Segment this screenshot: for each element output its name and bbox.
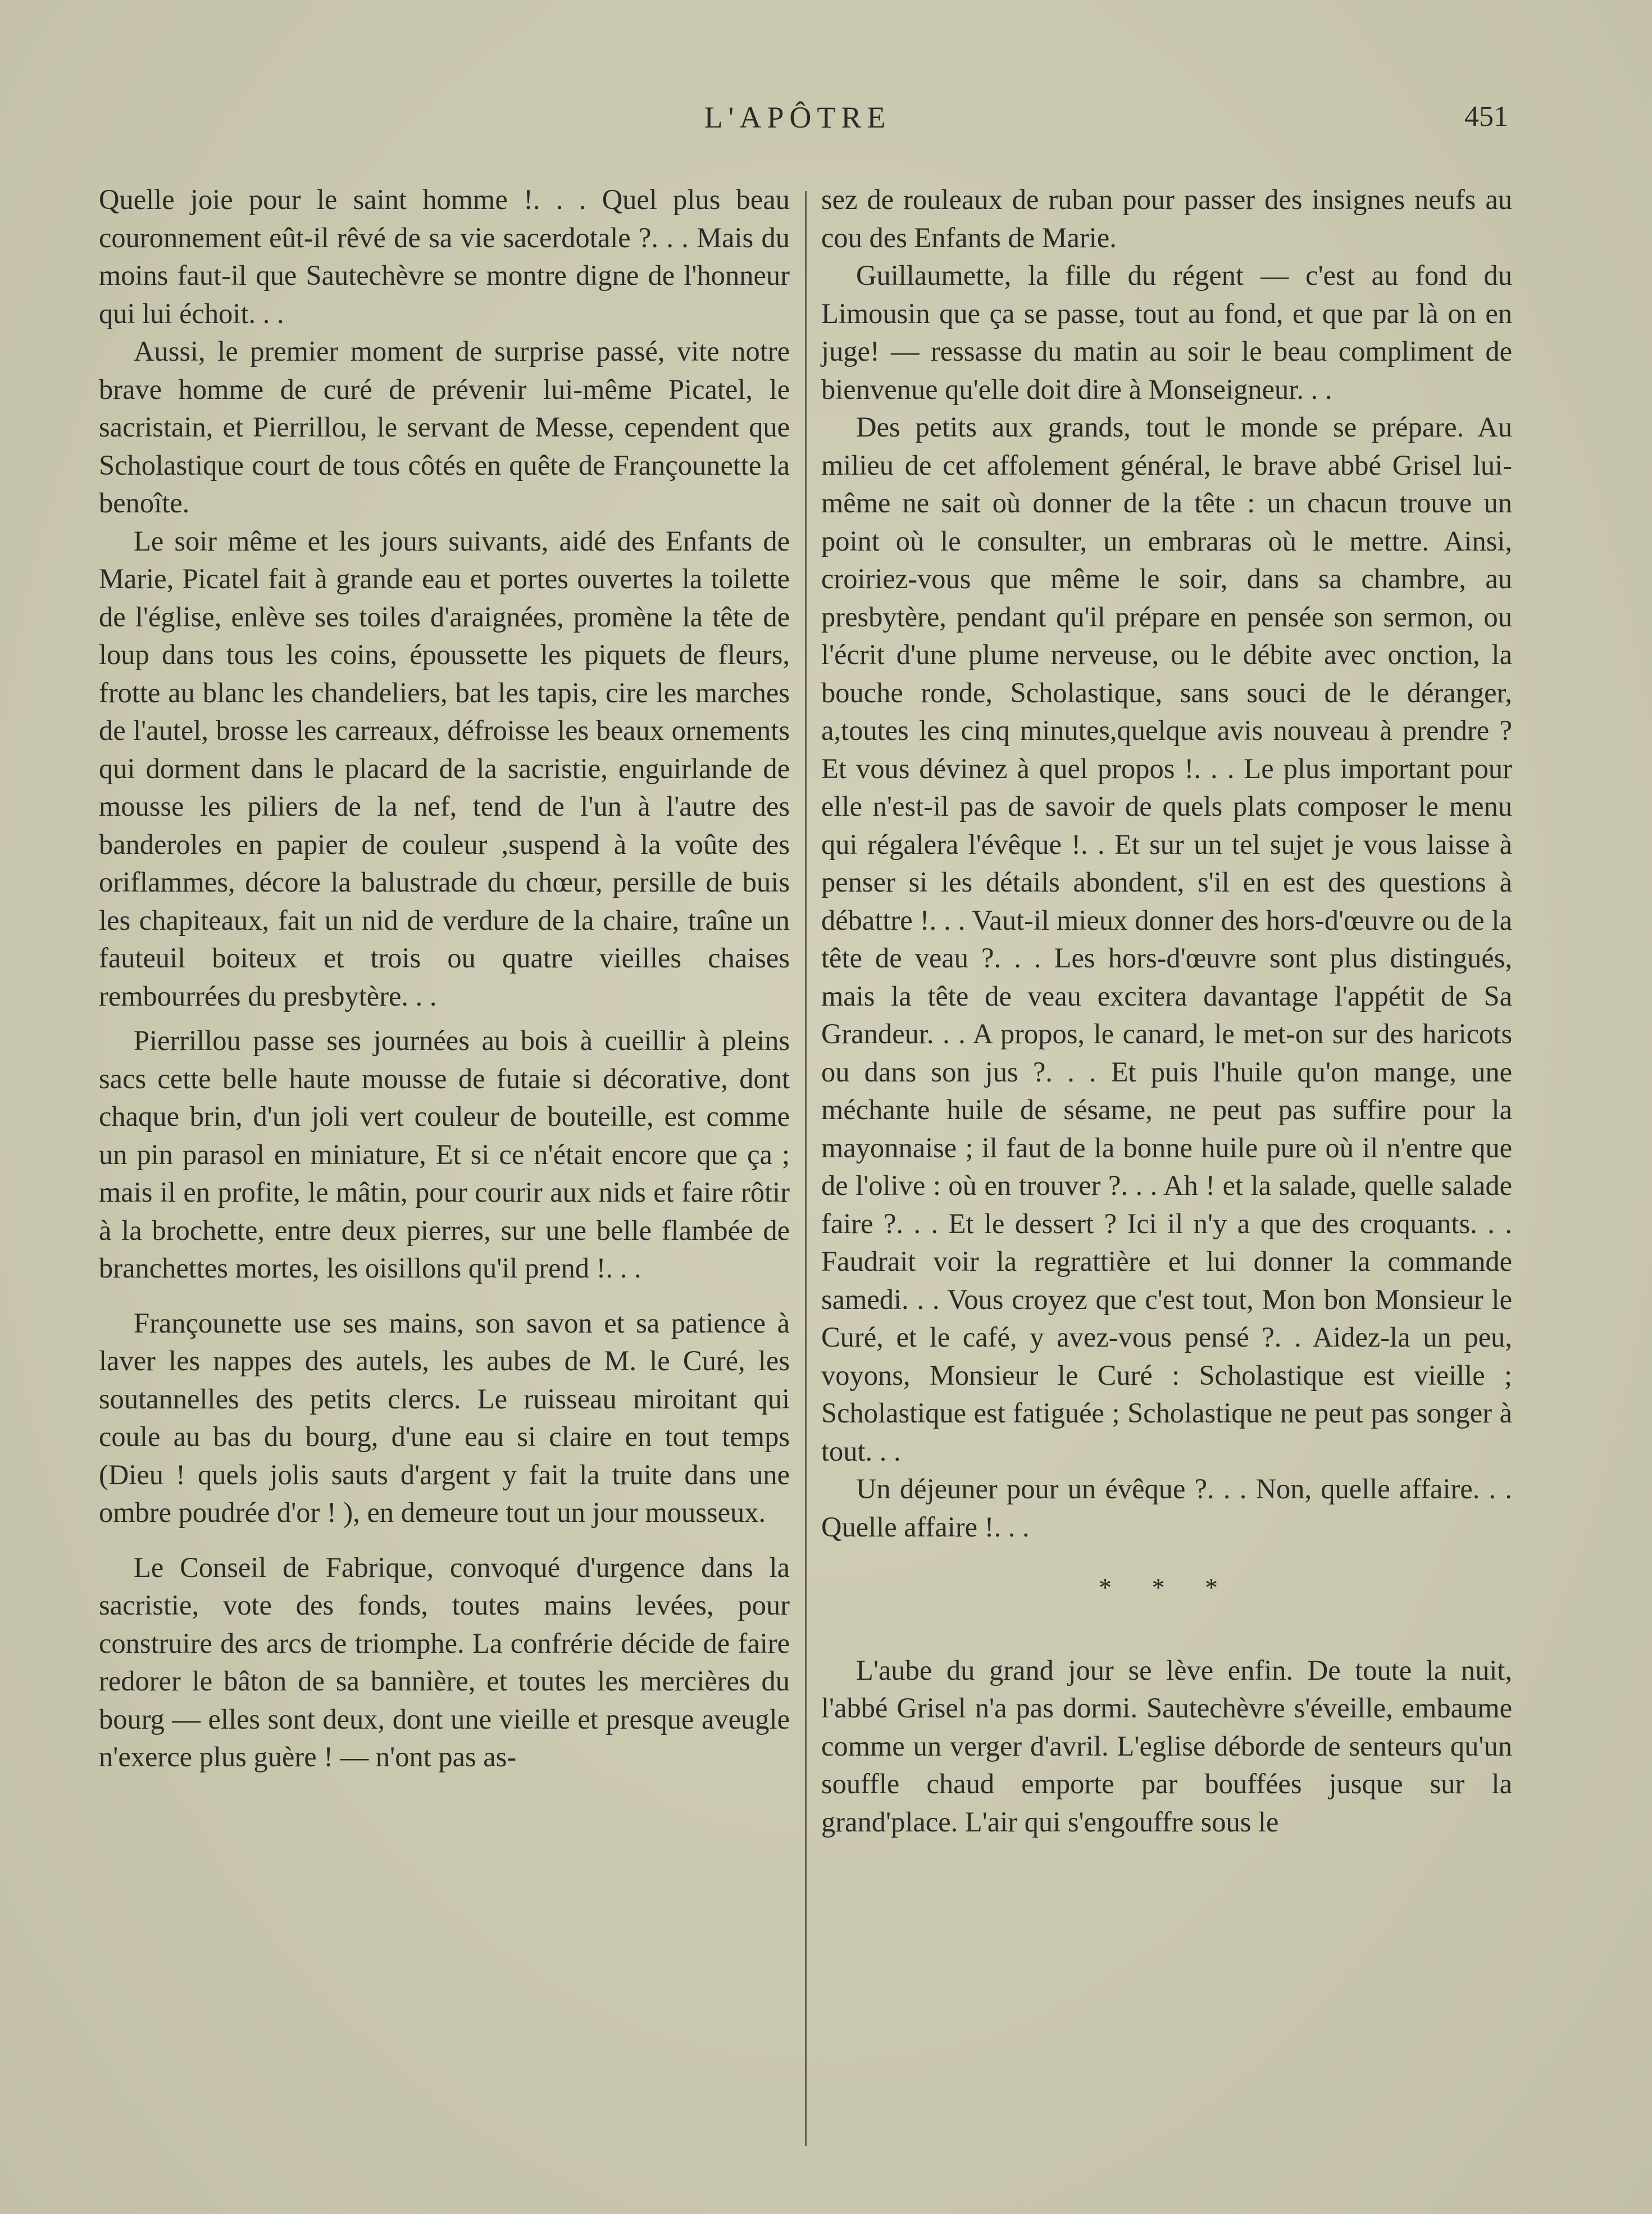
paragraph: Aussi, le premier moment de surprise passé, vite notre brave homme de curé de prévenir lui-même Picatel, le sacristain, et Pierrillou, le servant de Messe, cependent que Scholastique court de tous côtés en quête de Françounette la benoîte. xyxy=(99,335,790,519)
paragraph: L'aube du grand jour se lève enfin. De toute la nuit, l'abbé Grisel n'a pas dormi. Sautechèvre s'éveille, embaume comme un verger d'avril. L'eglise déborde de senteurs qu'un souffle chaud emporte par bouffées jusque sur la grand'place. L'air qui s'engouffre sous le xyxy=(821,1654,1512,1838)
paragraph: Un déjeuner pour un évêque ?. . . Non, quelle affaire. . . Quelle affaire !. . . xyxy=(821,1473,1512,1543)
paragraph: Des petits aux grands, tout le monde se prépare. Au milieu de cet affolement général, le brave abbé Grisel lui-même ne sait où donner de la tête : un chacun trouve un point où le consulter, un embraras où le mettre. Ainsi, croiriez-vous que même le soir, dans sa chambre, au presbytère, pendant qu'il prépare en pensée son sermon, ou l'écrit d'une plume nerveuse, ou le débite avec onction, la bouche ronde, Scholastique, sans souci de le déranger, a,toutes les cinq minutes,quelque avis nouveau à prendre ? Et vous dévinez à quel propos !. . . Le plus important pour elle n'est-il pas de savoir de quels plats composer le menu qui régalera l'évêque !. . Et sur un tel sujet je vous laisse à penser si les détails abondent, s'il en est des questions à débattre !. . . Vaut-il mieux donner des hors-d'œuvre ou de la tête de veau ?. . . Les hors-d'œuvre sont plus distingués, mais la tête de veau excitera davantage l'appétit de Sa Grandeur. . . A propos, le canard, le met-on sur des haricots ou dans son jus ?. . . Et puis l'huile qu'on mange, une méchante huile de sésame, ne peut pas suffire pour la mayonnaise ; il faut de la bonne huile pure où il n'entre que de l'olive : où en trouver ?. . . Ah ! et la salade, quelle salade faire ?. . . Et le dessert ? Ici il n'y a que des croquants. . . Faudrait voir la regrattière et lui donner la commande samedi. . . Vous croyez que c'est tout, Mon bon Monsieur le Curé, et le café, y avez-vous pensé ?. . Aidez-la un peu, voyons, Monsieur le Curé : Scholastique est vieille ; Scholastique est fatiguée ; Scholastique ne peut pas songer à tout. . . xyxy=(821,411,1512,1467)
column-divider xyxy=(805,191,807,2146)
page-header xyxy=(0,100,1652,151)
paragraph: Quelle joie pour le saint homme !. . . Quel plus beau couronnement eût-il rêvé de sa vie sacerdotale ?. . . Mais du moins faut-il que Sautechèvre se montre digne de l'honneur qui lui échoit. . . xyxy=(99,184,790,329)
paragraph: Françounette use ses mains, son savon et sa patience à laver les nappes des autels, les aubes de M. le Curé, les soutannelles des petits clercs. Le ruisseau miroitant qui coule au bas du bourg, d'une eau si claire en tout temps (Dieu ! quels jolis sauts d'argent y fait la truite dans une ombre poudrée d'or ! ), en demeure tout un jour mousseux. xyxy=(99,1307,790,1528)
page-number: 451 xyxy=(1464,101,1508,133)
paragraph: Guillaumette, la fille du régent — c'est au fond du Limousin que ça se passe, tout au fond, et que par là on en juge! — ressasse du matin au soir le beau compliment de bienvenue qu'elle doit dire à Monseigneur. . . xyxy=(821,260,1512,405)
paragraph: Le soir même et les jours suivants, aidé des Enfants de Marie, Picatel fait à grande eau et portes ouvertes la toilette de l'église, enlève ses toiles d'araignées, promène la tête de loup dans tous les coins, époussette les piquets de fleurs, frotte au blanc les chandeliers, bat les tapis, cire les marches de l'autel, brosse les carreaux, défroisse les beaux ornements qui dorment dans le placard de la sacristie, enguirlande de mousse les piliers de la nef, tend de l'un à l'autre des banderoles en papier de couleur ,suspend à la voûte des oriflammes, décore la balustrade du chœur, persille de buis les chapiteaux, fait un nid de verdure de la chaire, traîne un fauteuil boiteux et trois ou quatre vieilles chaises rembourrées du presbytère. . . xyxy=(99,525,790,1012)
running-title: L'APÔTRE xyxy=(704,101,891,134)
paragraph: Pierrillou passe ses journées au bois à cueillir à pleins sacs cette belle haute mousse de futaie si décorative, dont chaque brin, d'un joli vert couleur de bouteille, est comme un pin parasol en miniature, Et si ce n'était encore que ça ; mais il en profite, le mâtin, pour courir aux nids et faire rôtir à la brochette, entre deux pierres, sur une belle flambée de branchettes mortes, les oisillons qu'il prend !. . . xyxy=(99,1025,790,1284)
left-column xyxy=(99,181,790,1776)
right-column xyxy=(821,181,1512,1841)
section-separator: * * * xyxy=(1099,1573,1235,1602)
paragraph: sez de rouleaux de ruban pour passer des insignes neufs au cou des Enfants de Marie. xyxy=(821,184,1512,253)
paragraph: Le Conseil de Fabrique, convoqué d'urgence dans la sacristie, vote des fonds, toutes mains levées, pour construire des arcs de triomphe. La confrérie décide de faire redorer le bâton de sa bannière, et toutes les mercières du bourg — elles sont deux, dont une vieille et presque aveugle n'exerce plus guère ! — n'ont pas as- xyxy=(99,1551,790,1772)
